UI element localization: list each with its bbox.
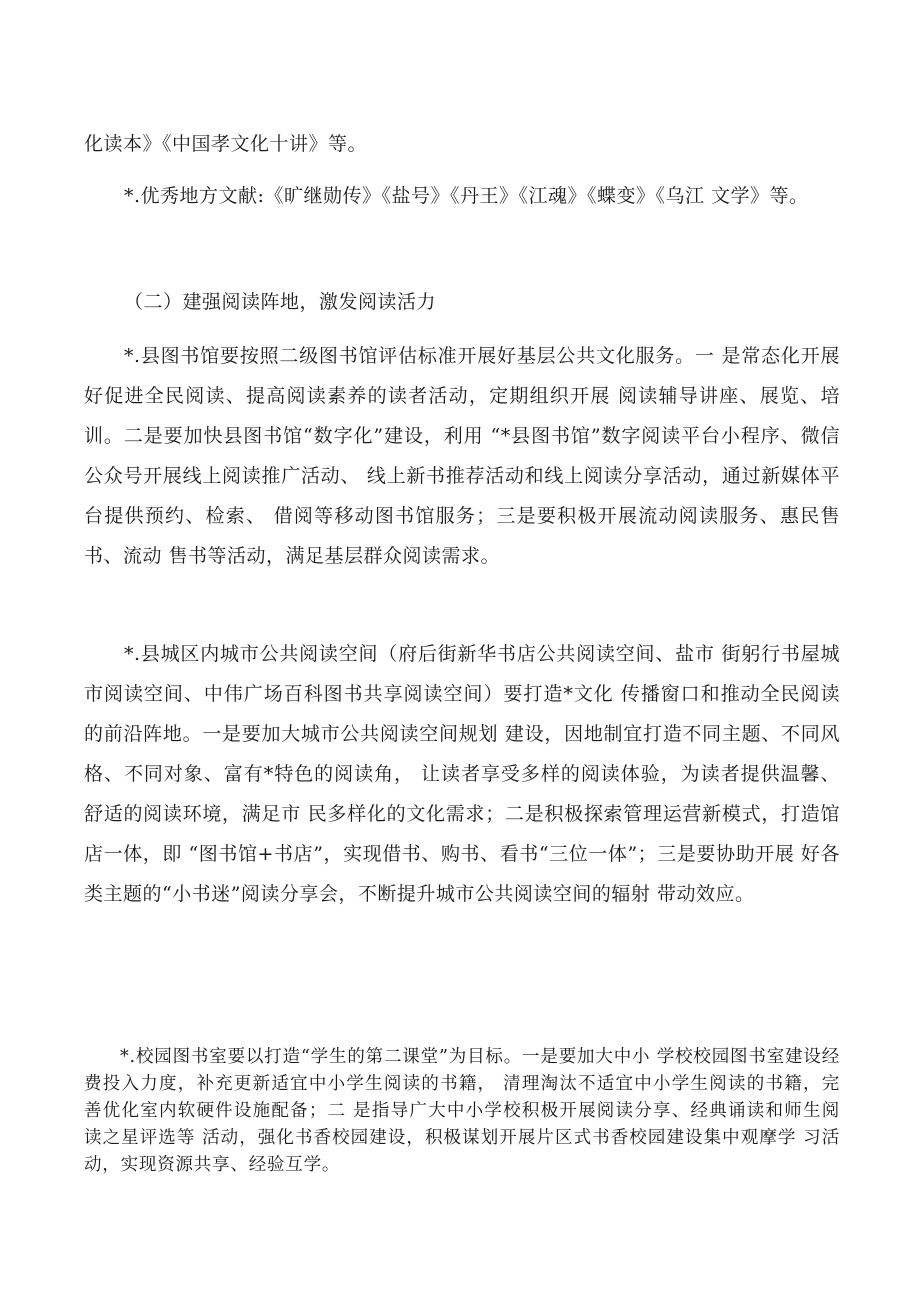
paragraph-local-literature: *.优秀地方文献:《旷继勋传》《盐号》《丹王》《江魂》《蝶变》《乌江 文学》等。 [124,185,809,207]
paragraph-city-reading-space: *.县城区内城市公共阅读空间（府后街新华书店公共阅读空间、盐市 街躬行书屋城市阅读空间、中伟广场百科图书共享阅读空间）要打造*文化 传播窗口和推动全民阅读的前沿阵地。一是要加大城市公共阅读空间规划 建设，因地制宜打造不同主题、不同风格、不同对象、富有*特色的阅读角， 让读者享受多样的阅读体验，为读者提供温馨、舒适的阅读环境，满足市 民多样化的文化需求；二是积极探索管理运营新模式，打造馆店一体，即 “图书馆+书店”，实现借书、购书、看书“三位一体”；三是要协助开展 好各类主题的“小书迷”阅读分享会，不断提升城市公共阅读空间的辐射 带动效应。 [84,643,840,905]
paragraph-school-library: *.校园图书室要以打造“学生的第二课堂”为目标。一是要加大中小 学校校园图书室建设经费投入力度，补充更新适宜中小学生阅读的书籍， 清理淘汰不适宜中小学生阅读的书籍，完善优化室内软硬件设施配备；二 是指导广大中小学校积极开展阅读分享、经典诵读和师生阅读之星评选等 活动，强化书香校园建设，积极谋划开展片区式书香校园建设集中观摩学 习活动，实现资源共享、经验互学。 [84,1047,840,1175]
section-heading-2: （二）建强阅读阵地，激发阅读活力 [124,291,437,313]
paragraph-county-library: *.县图书馆要按照二级图书馆评估标准开展好基层公共文化服务。一 是常态化开展好促进全民阅读、提高阅读素养的读者活动，定期组织开展 阅读辅导讲座、展览、培训。二是要加快县图书馆“数字化”建设，利用 “*县图书馆”数字阅读平台小程序、微信公众号开展线上阅读推广活动、 线上新书推荐活动和线上阅读分享活动，通过新媒体平台提供预约、检索、 借阅等移动图书馆服务；三是要积极开展流动阅读服务、惠民售书、流动 售书等活动，满足基层群众阅读需求。 [84,345,840,567]
paragraph-continuation: 化读本》《中国孝文化十讲》等。 [84,133,368,155]
